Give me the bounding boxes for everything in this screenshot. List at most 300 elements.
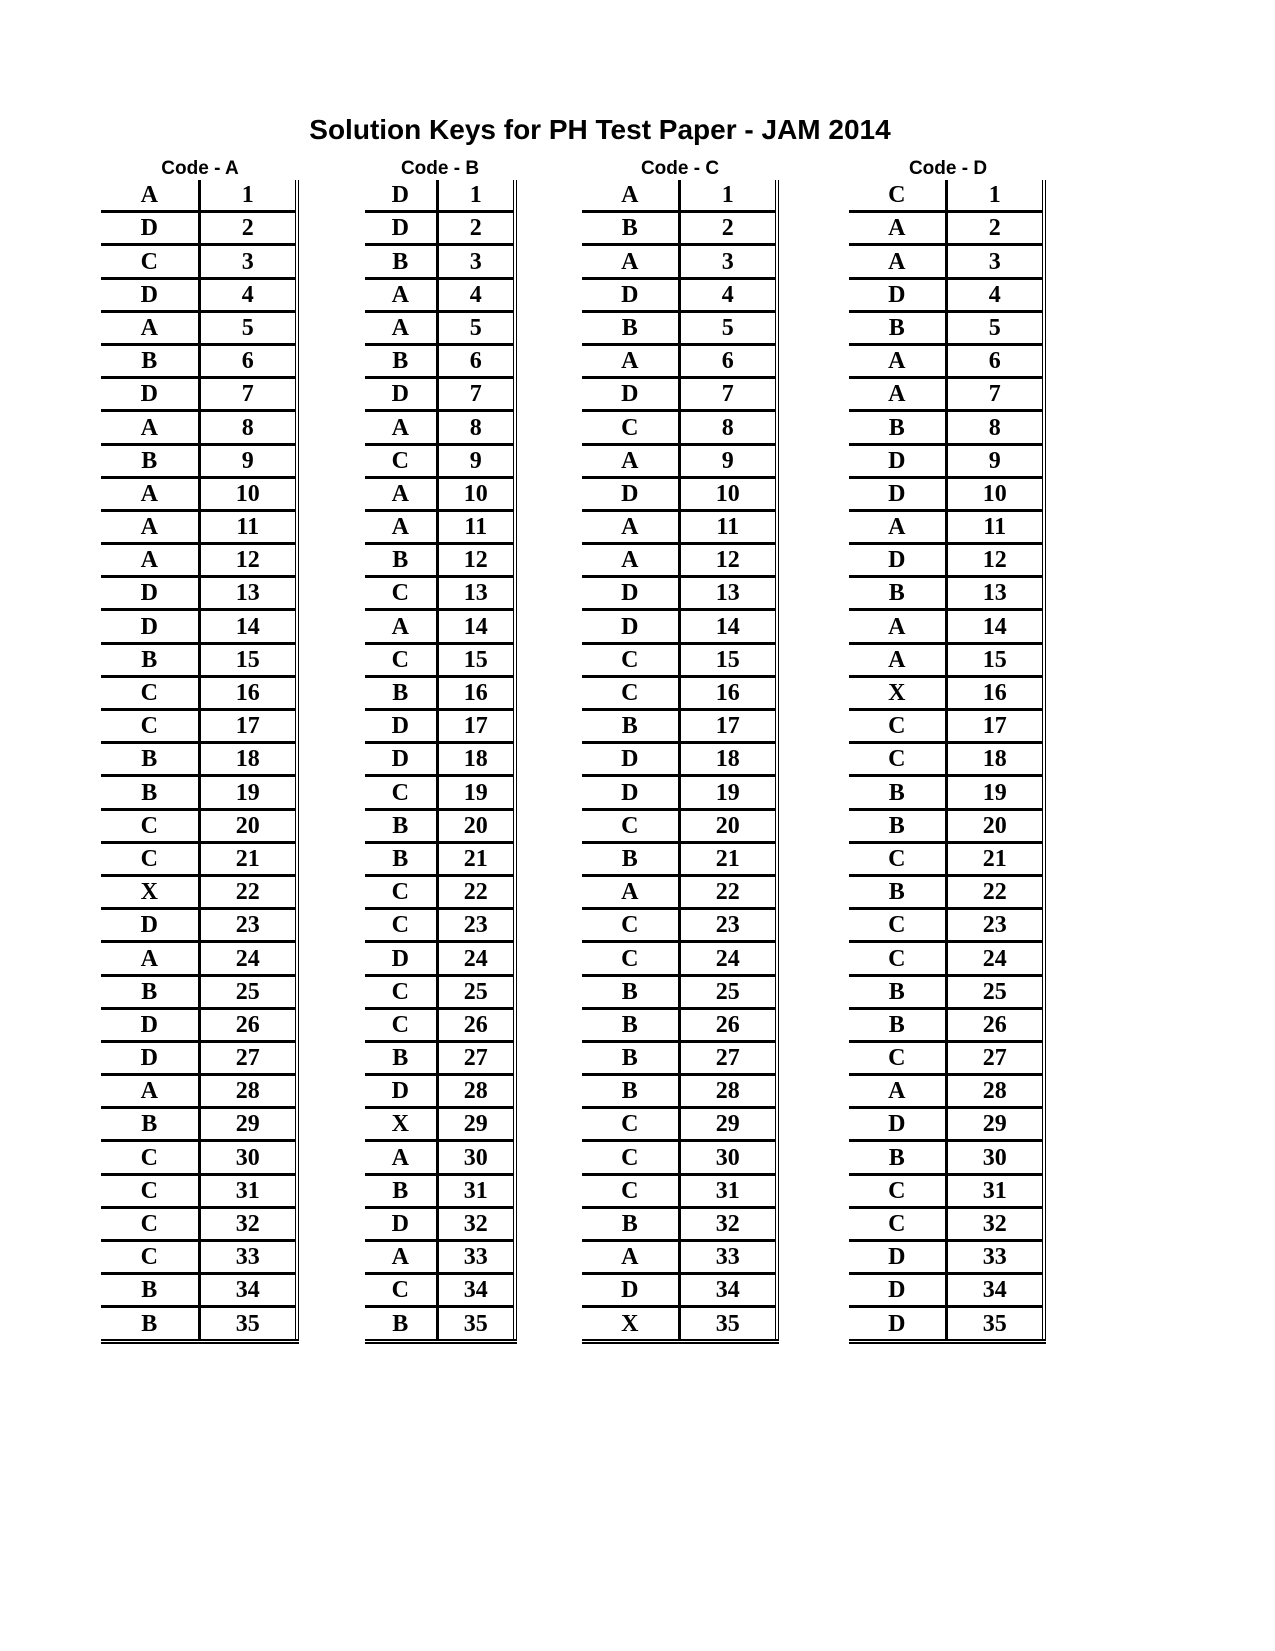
answer-cell: B [582,1008,679,1041]
question-number-cell: 10 [437,477,515,510]
answer-cell: A [101,1075,199,1108]
answer-cell: D [101,1008,199,1041]
table-row [365,1075,515,1108]
table-row [101,180,297,212]
table-row [849,278,1044,311]
question-number-cell: 14 [679,610,777,643]
table-row [849,1174,1044,1207]
question-number-cell: 4 [437,278,515,311]
question-number-cell: 9 [946,444,1044,477]
table-row [849,1041,1044,1074]
table-row [849,643,1044,676]
answer-cell: B [849,776,946,809]
question-number-cell: 19 [946,776,1044,809]
question-number-cell: 13 [946,577,1044,610]
answer-cell: B [365,1307,437,1341]
answer-cell: B [101,1274,199,1307]
table-row [849,1307,1044,1341]
question-number-cell: 17 [199,710,297,743]
table-row [365,180,515,212]
table-row [365,212,515,245]
answer-cell: A [849,510,946,543]
table-row [101,477,297,510]
table-row [365,1041,515,1074]
table-row [365,676,515,709]
table-row [849,344,1044,377]
answer-cell: D [849,544,946,577]
answer-cell: C [365,1274,437,1307]
question-number-cell: 5 [946,311,1044,344]
table-row [849,743,1044,776]
answer-cell: C [582,909,679,942]
question-number-cell: 7 [199,378,297,411]
table-row [101,1241,297,1274]
table-row [582,875,777,908]
table-row [849,378,1044,411]
table-row [365,311,515,344]
question-number-cell: 3 [437,245,515,278]
question-number-cell: 15 [679,643,777,676]
question-number-cell: 8 [199,411,297,444]
question-number-cell: 16 [437,676,515,709]
answer-cell: C [101,1241,199,1274]
answer-cell: A [101,180,199,212]
table-row [582,643,777,676]
answer-cell: B [582,975,679,1008]
table-row [849,776,1044,809]
question-number-cell: 28 [437,1075,515,1108]
answer-cell: A [582,875,679,908]
answer-cell: A [582,1241,679,1274]
answer-cell: D [365,212,437,245]
question-number-cell: 27 [679,1041,777,1074]
answer-cell: D [582,743,679,776]
answer-key-table-code-c [582,180,779,1344]
answer-cell: B [582,1075,679,1108]
answer-cell: D [582,378,679,411]
answer-key-table-code-d [849,180,1046,1344]
table-row [849,544,1044,577]
question-number-cell: 25 [946,975,1044,1008]
table-row [101,311,297,344]
question-number-cell: 11 [679,510,777,543]
answer-cell: C [365,975,437,1008]
answer-cell: C [101,676,199,709]
table-row [582,1141,777,1174]
table-row [365,776,515,809]
table-row [582,344,777,377]
question-number-cell: 2 [437,212,515,245]
answer-cell: B [582,842,679,875]
question-number-cell: 27 [946,1041,1044,1074]
answer-cell: A [365,1241,437,1274]
table-row [582,676,777,709]
table-row [849,1274,1044,1307]
question-number-cell: 26 [437,1008,515,1041]
question-number-cell: 4 [679,278,777,311]
question-number-cell: 1 [199,180,297,212]
question-number-cell: 18 [679,743,777,776]
answer-cell: C [101,245,199,278]
table-row [582,1041,777,1074]
answer-cell: B [101,444,199,477]
question-number-cell: 6 [437,344,515,377]
answer-cell: C [849,710,946,743]
question-number-cell: 23 [679,909,777,942]
answer-cell: A [582,544,679,577]
table-row [101,411,297,444]
question-number-cell: 15 [946,643,1044,676]
table-row [582,1008,777,1041]
question-number-cell: 15 [437,643,515,676]
table-row [101,710,297,743]
table-row [101,975,297,1008]
answer-cell: C [365,444,437,477]
answer-cell: C [101,842,199,875]
question-number-cell: 21 [946,842,1044,875]
table-row [849,1141,1044,1174]
answer-cell: A [365,278,437,311]
table-row [101,1041,297,1074]
question-number-cell: 31 [437,1174,515,1207]
question-number-cell: 32 [199,1207,297,1240]
table-row [101,776,297,809]
table-row [365,909,515,942]
question-number-cell: 34 [437,1274,515,1307]
answer-cell: B [365,676,437,709]
question-number-cell: 18 [199,743,297,776]
answer-cell: D [849,1274,946,1307]
table-row [365,942,515,975]
answer-cell: D [582,477,679,510]
question-number-cell: 31 [946,1174,1044,1207]
question-number-cell: 33 [946,1241,1044,1274]
question-number-cell: 28 [199,1075,297,1108]
question-number-cell: 8 [437,411,515,444]
code-c-heading: Code - C [640,158,720,179]
table-row [849,809,1044,842]
answer-cell: D [101,577,199,610]
answer-cell: B [365,544,437,577]
table-row [101,842,297,875]
table-row [582,378,777,411]
table-row [582,942,777,975]
table-row [582,1241,777,1274]
table-row [849,676,1044,709]
table-row [365,544,515,577]
question-number-cell: 6 [946,344,1044,377]
answer-cell: B [849,809,946,842]
question-number-cell: 16 [946,676,1044,709]
table-row [849,444,1044,477]
table-row [582,809,777,842]
question-number-cell: 1 [437,180,515,212]
answer-cell: D [101,212,199,245]
question-number-cell: 35 [946,1307,1044,1341]
table-row [101,1207,297,1240]
table-row [101,743,297,776]
question-number-cell: 35 [199,1307,297,1341]
table-row [365,1174,515,1207]
answer-cell: B [582,1207,679,1240]
question-number-cell: 12 [946,544,1044,577]
question-number-cell: 5 [679,311,777,344]
answer-cell: B [365,842,437,875]
answer-key-table-code-b [365,180,517,1344]
table-row [365,875,515,908]
table-row [582,610,777,643]
question-number-cell: 3 [946,245,1044,278]
table-row [101,278,297,311]
table-row [849,610,1044,643]
question-number-cell: 9 [437,444,515,477]
table-row [582,975,777,1008]
table-row [101,444,297,477]
question-number-cell: 28 [679,1075,777,1108]
answer-cell: B [101,643,199,676]
answer-cell: A [365,1141,437,1174]
table-row [582,1075,777,1108]
question-number-cell: 30 [946,1141,1044,1174]
table-row [582,842,777,875]
answer-cell: C [582,1141,679,1174]
table-row [101,1274,297,1307]
question-number-cell: 24 [679,942,777,975]
answer-cell: X [101,875,199,908]
question-number-cell: 4 [946,278,1044,311]
answer-cell: C [849,909,946,942]
answer-cell: C [582,809,679,842]
table-row [365,975,515,1008]
answer-cell: A [365,610,437,643]
question-number-cell: 9 [679,444,777,477]
table-row [101,809,297,842]
table-row [849,245,1044,278]
question-number-cell: 25 [679,975,777,1008]
table-row [849,1207,1044,1240]
question-number-cell: 22 [199,875,297,908]
table-row [849,510,1044,543]
table-row [101,909,297,942]
table-row [365,643,515,676]
answer-cell: C [582,1174,679,1207]
table-row [365,1207,515,1240]
table-row [582,544,777,577]
table-row [849,942,1044,975]
answer-cell: B [101,344,199,377]
table-row [101,212,297,245]
answer-cell: D [582,610,679,643]
answer-cell: C [101,1207,199,1240]
answer-cell: D [365,1207,437,1240]
answer-cell: B [849,975,946,1008]
question-number-cell: 26 [679,1008,777,1041]
question-number-cell: 11 [437,510,515,543]
table-row [849,180,1044,212]
question-number-cell: 21 [199,842,297,875]
table-row [582,743,777,776]
question-number-cell: 34 [199,1274,297,1307]
answer-cell: B [582,212,679,245]
answer-cell: B [849,1008,946,1041]
answer-cell: D [101,378,199,411]
answer-cell: C [365,1008,437,1041]
answer-cell: C [849,842,946,875]
answer-cell: D [101,278,199,311]
answer-cell: A [849,643,946,676]
answer-cell: C [582,643,679,676]
answer-cell: B [365,1174,437,1207]
question-number-cell: 1 [679,180,777,212]
answer-cell: D [365,942,437,975]
question-number-cell: 10 [946,477,1044,510]
question-number-cell: 12 [437,544,515,577]
answer-cell: A [849,378,946,411]
table-row [582,278,777,311]
question-number-cell: 18 [437,743,515,776]
table-row [365,1141,515,1174]
answer-cell: D [582,278,679,311]
question-number-cell: 24 [946,942,1044,975]
answer-cell: C [582,1108,679,1141]
table-row [101,378,297,411]
table-row [849,710,1044,743]
answer-cell: B [101,776,199,809]
table-row [849,875,1044,908]
question-number-cell: 12 [199,544,297,577]
question-number-cell: 3 [199,245,297,278]
question-number-cell: 29 [199,1108,297,1141]
question-number-cell: 10 [679,477,777,510]
answer-cell: C [365,776,437,809]
table-row [365,1307,515,1341]
answer-cell: B [365,1041,437,1074]
question-number-cell: 22 [679,875,777,908]
question-number-cell: 3 [679,245,777,278]
question-number-cell: 14 [946,610,1044,643]
table-row [849,477,1044,510]
answer-cell: C [849,1207,946,1240]
table-row [365,1008,515,1041]
answer-cell: D [101,1041,199,1074]
table-row [101,1174,297,1207]
table-row [101,875,297,908]
answer-cell: X [849,676,946,709]
question-number-cell: 20 [946,809,1044,842]
question-number-cell: 33 [437,1241,515,1274]
answer-key-table-code-a [101,180,299,1344]
table-row [365,245,515,278]
question-number-cell: 7 [437,378,515,411]
answer-cell: D [582,1274,679,1307]
table-row [365,477,515,510]
table-row [365,1274,515,1307]
answer-cell: D [849,1307,946,1341]
code-b-heading: Code - B [400,158,480,179]
answer-cell: C [365,909,437,942]
answer-cell: D [365,1075,437,1108]
table-row [101,676,297,709]
question-number-cell: 26 [946,1008,1044,1041]
question-number-cell: 13 [437,577,515,610]
answer-cell: D [849,477,946,510]
question-number-cell: 33 [679,1241,777,1274]
question-number-cell: 29 [946,1108,1044,1141]
question-number-cell: 20 [199,809,297,842]
table-row [101,942,297,975]
table-row [849,975,1044,1008]
question-number-cell: 2 [946,212,1044,245]
answer-cell: D [849,278,946,311]
table-row [582,180,777,212]
answer-cell: A [101,411,199,444]
question-number-cell: 25 [199,975,297,1008]
answer-cell: C [365,643,437,676]
table-row [582,1207,777,1240]
table-row [101,1008,297,1041]
answer-cell: A [849,610,946,643]
question-number-cell: 1 [946,180,1044,212]
answer-cell: B [101,743,199,776]
answer-cell: C [849,942,946,975]
answer-cell: D [101,909,199,942]
table-row [849,1075,1044,1108]
question-number-cell: 16 [679,676,777,709]
answer-cell: C [101,710,199,743]
table-row [365,577,515,610]
question-number-cell: 31 [679,1174,777,1207]
answer-cell: A [582,180,679,212]
answer-cell: C [849,743,946,776]
question-number-cell: 15 [199,643,297,676]
answer-cell: B [849,411,946,444]
question-number-cell: 34 [946,1274,1044,1307]
question-number-cell: 23 [437,909,515,942]
table-row [101,544,297,577]
answer-cell: A [582,245,679,278]
answer-cell: C [849,180,946,212]
question-number-cell: 32 [679,1207,777,1240]
question-number-cell: 6 [199,344,297,377]
question-number-cell: 11 [946,510,1044,543]
question-number-cell: 19 [437,776,515,809]
question-number-cell: 23 [199,909,297,942]
answer-cell: A [365,311,437,344]
table-row [365,809,515,842]
question-number-cell: 20 [679,809,777,842]
question-number-cell: 24 [199,942,297,975]
table-row [365,1241,515,1274]
question-number-cell: 32 [946,1207,1044,1240]
answer-cell: B [101,1307,199,1341]
question-number-cell: 14 [199,610,297,643]
answer-cell: C [582,942,679,975]
table-row [582,1174,777,1207]
table-row [849,909,1044,942]
answer-cell: A [101,311,199,344]
answer-cell: X [582,1307,679,1341]
table-row [101,1075,297,1108]
table-row [365,842,515,875]
table-row [582,311,777,344]
question-number-cell: 7 [679,378,777,411]
table-row [582,245,777,278]
table-row [849,842,1044,875]
table-row [101,1108,297,1141]
answer-cell: C [849,1174,946,1207]
question-number-cell: 21 [679,842,777,875]
code-d-heading: Code - D [908,158,988,179]
